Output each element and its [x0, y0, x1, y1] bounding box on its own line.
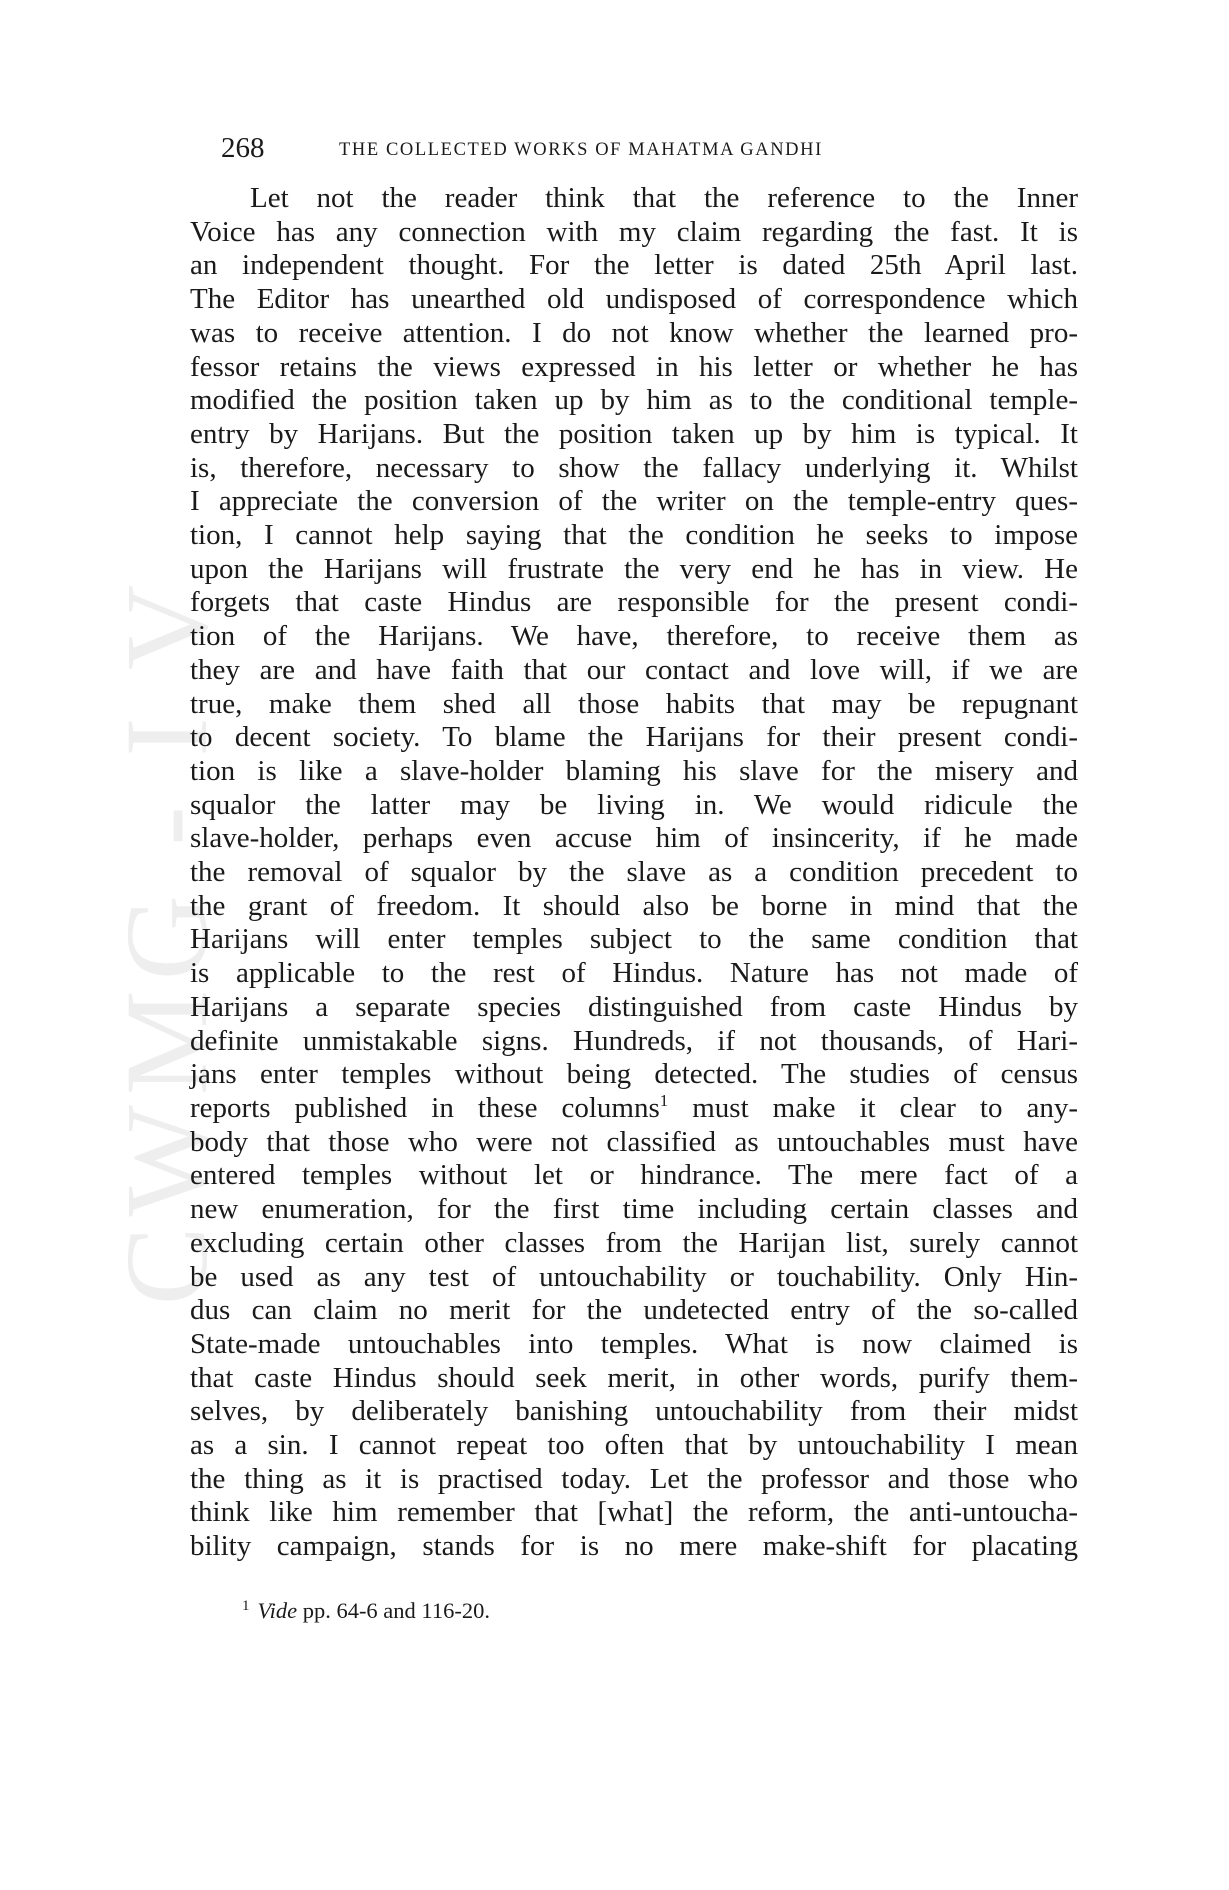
- text-line: the removal of squalor by the slave as a condition precedent to: [190, 856, 1078, 889]
- text-line: State-made untouchables into temples. What is now claimed is: [190, 1327, 1078, 1360]
- text-line: is applicable to the rest of Hindus. Nature has not made of: [190, 957, 1078, 990]
- text-line: was to receive attention. I do not know whether the learned pro-: [190, 316, 1078, 349]
- watermark-text: CWMG - I V: [101, 574, 233, 1306]
- footnote-reference: 1: [659, 1090, 669, 1110]
- text-line: tion of the Harijans. We have, therefore, to receive them as: [190, 620, 1078, 653]
- text-line: selves, by deliberately banishing untouchability from their midst: [190, 1395, 1078, 1428]
- text-line: slave-holder, perhaps even accuse him of insincerity, if he made: [190, 822, 1078, 855]
- footnote-italic: Vide: [257, 1598, 298, 1623]
- text-line: think like him remember that [what] the reform, the anti-untoucha-: [190, 1496, 1078, 1529]
- text-line: definite unmistakable signs. Hundreds, if not thousands, of Hari-: [190, 1024, 1078, 1057]
- text-line: entry by Harijans. But the position taken up by him is typical. It: [190, 417, 1078, 450]
- footnote-marker: 1: [242, 1598, 250, 1614]
- text-line: modified the position taken up by him as to the conditional temple-: [190, 384, 1078, 417]
- text-line: new enumeration, for the first time including certain classes and: [190, 1193, 1078, 1226]
- text-line: true, make them shed all those habits that may be repugnant: [190, 687, 1078, 720]
- text-line: as a sin. I cannot repeat too often that by untouchability I mean: [190, 1429, 1078, 1462]
- text-line: that caste Hindus should seek merit, in other words, purify them-: [190, 1361, 1078, 1394]
- text-line: Voice has any connection with my claim regarding the fast. It is: [190, 215, 1078, 248]
- text-fragment: must make it clear to any-: [692, 1091, 1079, 1124]
- text-line: an independent thought. For the letter is dated 25th April last.: [190, 249, 1078, 282]
- text-line: is, therefore, necessary to show the fallacy underlying it. Whilst: [190, 451, 1078, 484]
- text-line: the grant of freedom. It should also be borne in mind that the: [190, 889, 1078, 922]
- text-line: body that those who were not classified as untouchables must have: [190, 1125, 1078, 1158]
- text-line: dus can claim no merit for the undetected entry of the so-called: [190, 1294, 1078, 1327]
- text-line: forgets that caste Hindus are responsible for the present condi-: [190, 586, 1078, 619]
- text-line: entered temples without let or hindrance. The mere fact of a: [190, 1159, 1078, 1192]
- text-line: tion is like a slave-holder blaming his slave for the misery and: [190, 754, 1078, 787]
- page-header: [221, 128, 1081, 168]
- text-line: jans enter temples without being detected. The studies of census: [190, 1058, 1078, 1091]
- running-head: THE COLLECTED WORKS OF MAHATMA GANDHI: [339, 140, 823, 160]
- text-line: squalor the latter may be living in. We would ridicule the: [190, 788, 1078, 821]
- text-line: tion, I cannot help saying that the condition he seeks to impose: [190, 519, 1078, 552]
- text-line: Harijans a separate species distinguished from caste Hindus by: [190, 990, 1078, 1023]
- text-line: Let not the reader think that the reference to the Inner: [250, 182, 1078, 214]
- footnote: [242, 1596, 490, 1626]
- text-line: The Editor has unearthed old undisposed of correspondence which: [190, 283, 1078, 316]
- text-line: bility campaign, stands for is no mere make-shift for placating: [190, 1530, 1078, 1563]
- text-line: be used as any test of untouchability or touchability. Only Hin-: [190, 1260, 1078, 1293]
- text-fragment: reports published in these columns: [190, 1091, 660, 1124]
- text-line: excluding certain other classes from the Harijan list, surely cannot: [190, 1226, 1078, 1259]
- footnote-text: pp. 64-6 and 116-20.: [297, 1598, 490, 1623]
- text-line: Harijans will enter temples subject to the same condition that: [190, 923, 1078, 956]
- text-line: upon the Harijans will frustrate the very end he has in view. He: [190, 552, 1078, 585]
- text-line: to decent society. To blame the Harijans for their present condi-: [190, 721, 1078, 754]
- text-line: I appreciate the conversion of the writer on the temple-entry ques-: [190, 485, 1078, 518]
- text-line: they are and have faith that our contact and love will, if we are: [190, 653, 1078, 686]
- body-text: [190, 182, 1078, 1564]
- page-number: 268: [221, 132, 265, 164]
- text-line: fessor retains the views expressed in his letter or whether he has: [190, 350, 1078, 383]
- text-line-with-footnote: [190, 1092, 1078, 1126]
- text-line: the thing as it is practised today. Let the professor and those who: [190, 1462, 1078, 1495]
